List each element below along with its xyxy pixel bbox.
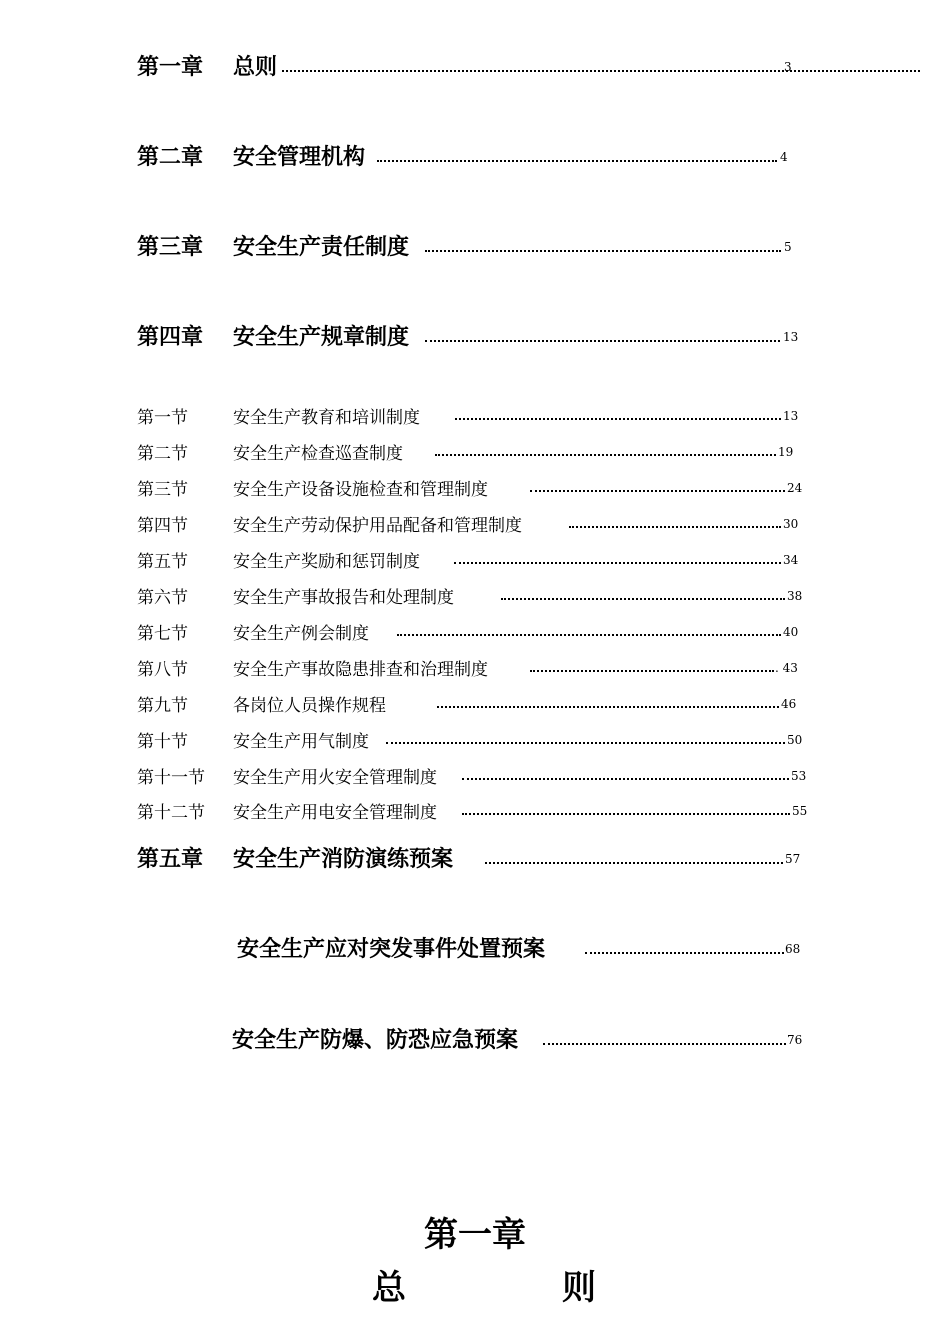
entry-title: 安全生产防爆、防恐应急预案: [232, 1027, 519, 1053]
page-number: 55: [792, 804, 808, 818]
chapter-title: 安全生产消防演练预案: [233, 846, 454, 872]
section-label: 第十二节: [137, 803, 205, 823]
section-title: 安全生产检查巡查制度: [233, 444, 403, 464]
section-title: 安全生产用火安全管理制度: [233, 768, 437, 788]
page-number: 34: [783, 553, 799, 567]
chapter-heading: 第一章: [424, 1215, 526, 1255]
chapter-label: 第三章: [137, 234, 204, 260]
dot-leader: [377, 160, 777, 162]
chapter-title: 安全生产规章制度: [233, 324, 410, 350]
section-title: 安全生产事故隐患排查和治理制度: [233, 660, 488, 680]
page-number: 76: [787, 1033, 803, 1047]
dot-leader: [462, 778, 789, 780]
dot-leader: [543, 1043, 786, 1045]
section-title: 安全生产教育和培训制度: [233, 408, 420, 428]
section-label: 第二节: [137, 444, 188, 464]
page-number: 30: [783, 517, 799, 531]
dot-leader: [455, 418, 781, 420]
dot-leader: [386, 742, 785, 744]
dot-leader: [530, 670, 774, 672]
section-title: 安全生产用气制度: [233, 732, 369, 752]
page-number: 24: [787, 481, 803, 495]
section-label: 第八节: [137, 660, 188, 680]
chapter-label: 第二章: [137, 144, 204, 170]
page-number: 3: [784, 60, 792, 74]
section-label: 第六节: [137, 588, 188, 608]
section-title: 安全生产奖励和惩罚制度: [233, 552, 420, 572]
section-label: 第四节: [137, 516, 188, 536]
dot-leader: [435, 454, 776, 456]
dot-leader: [462, 813, 790, 815]
chapter-title: 安全管理机构: [233, 144, 366, 170]
dot-leader: [437, 706, 779, 708]
dot-leader: [585, 952, 784, 954]
dot-leader: [425, 250, 781, 252]
section-label: 第五节: [137, 552, 188, 572]
section-title: 安全生产例会制度: [233, 624, 369, 644]
section-label: 第九节: [137, 696, 188, 716]
page-number: 46: [781, 697, 797, 711]
section-title: 各岗位人员操作规程: [233, 696, 386, 716]
page-number: 19: [778, 445, 794, 459]
chapter-label: 第五章: [137, 846, 204, 872]
dot-leader: [397, 634, 781, 636]
section-title: 安全生产劳动保护用品配备和管理制度: [233, 516, 522, 536]
page-number: 4: [780, 150, 788, 164]
page-number: 50: [787, 733, 803, 747]
section-label: 第十节: [137, 732, 188, 752]
dot-leader: [501, 598, 785, 600]
section-title: 安全生产设备设施检查和管理制度: [233, 480, 488, 500]
dot-leader: [425, 340, 780, 342]
section-label: 第三节: [137, 480, 188, 500]
chapter-label: 第一章: [137, 54, 204, 80]
chapter-title: 总则: [233, 54, 278, 80]
page-number: 53: [791, 769, 807, 783]
section-title: 安全生产用电安全管理制度: [233, 803, 437, 823]
chapter-title: 安全生产责任制度: [233, 234, 410, 260]
section-label: 第七节: [137, 624, 188, 644]
section-title: 安全生产事故报告和处理制度: [233, 588, 454, 608]
page-number: 38: [787, 589, 803, 603]
section-label: 第一节: [137, 408, 188, 428]
page-number: 13: [783, 330, 799, 344]
entry-title: 安全生产应对突发事件处置预案: [237, 936, 546, 962]
dot-leader: [485, 862, 783, 864]
page-number: 13: [783, 409, 799, 423]
page-number: . 43: [775, 661, 798, 675]
page-number: 5: [784, 240, 792, 254]
page-number: 57: [785, 852, 801, 866]
dot-leader: [454, 562, 781, 564]
page-number: 40: [783, 625, 799, 639]
chapter-title-right-char: 则: [562, 1268, 596, 1308]
page-number: 68: [785, 942, 801, 956]
chapter-title-left-char: 总: [372, 1268, 406, 1308]
chapter-label: 第四章: [137, 324, 204, 350]
dot-leader: [569, 526, 781, 528]
section-label: 第十一节: [137, 768, 205, 788]
dot-leader: [282, 70, 920, 72]
dot-leader: [530, 490, 785, 492]
